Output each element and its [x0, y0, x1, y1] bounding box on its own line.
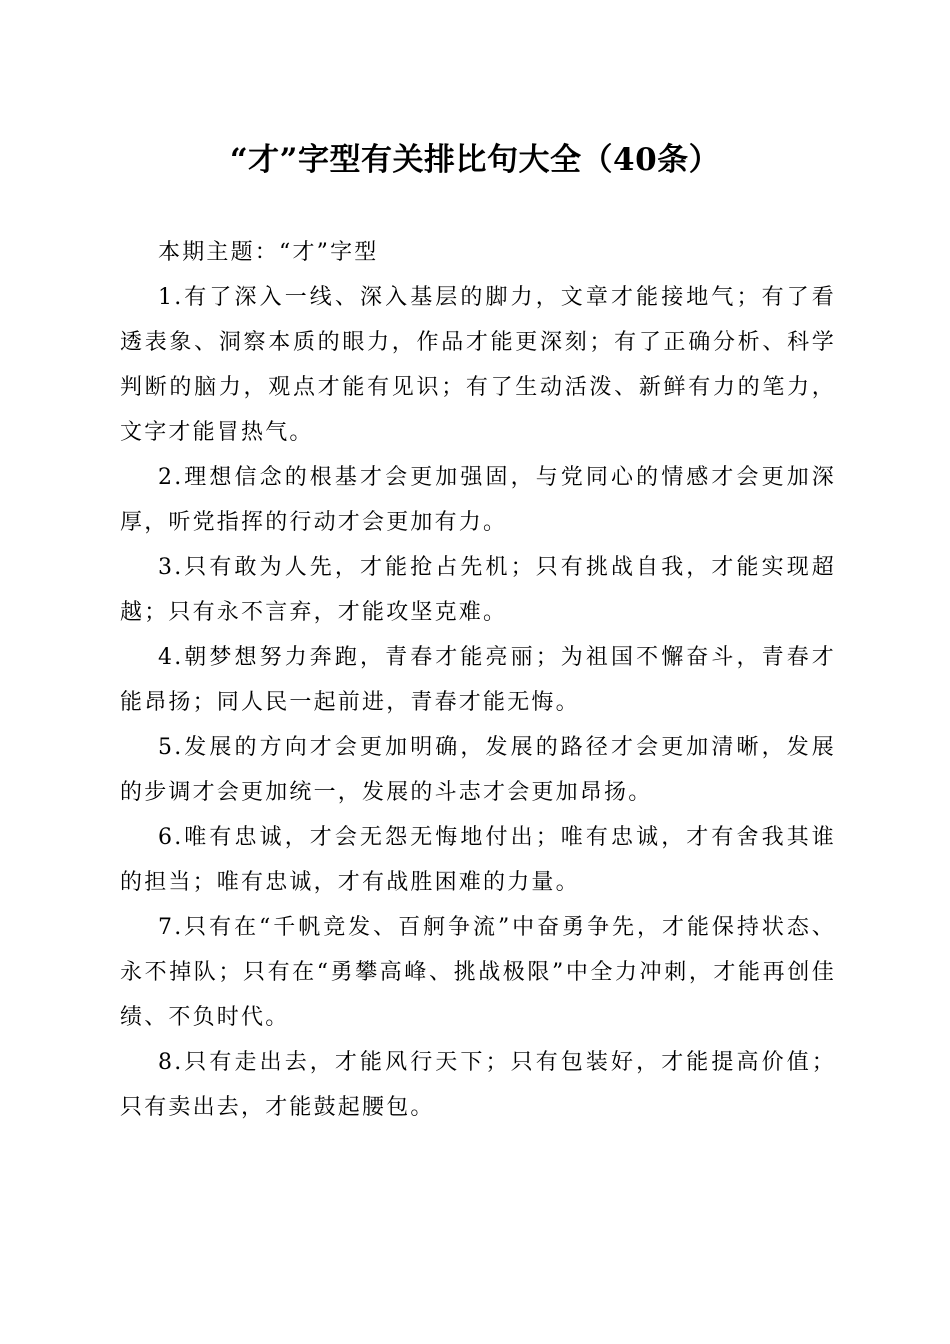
theme-line: 本期主题：“才”字型 [158, 240, 379, 265]
list-item-7: 7.只有在“千帆竞发、百舸争流”中奋勇争先，才能保持状态、永不掉队；只有在“勇攀高峰、挑战极限”中全力冲刺，才能再创佳绩、不负时代。 [120, 915, 836, 1030]
document-title: “才”字型有关排比句大全（40条） [229, 142, 721, 178]
list-item-3: 3.只有敢为人先，才能抢占先机；只有挑战自我，才能实现超越；只有永不言弃，才能攻坚克难。 [120, 555, 836, 625]
document-body [120, 230, 836, 1130]
list-item-5: 5.发展的方向才会更加明确，发展的路径才会更加清晰，发展的步调才会更加统一，发展的斗志才会更加昂扬。 [120, 735, 836, 805]
list-item-8: 8.只有走出去，才能风行天下；只有包装好，才能提高价值；只有卖出去，才能鼓起腰包。 [120, 1050, 836, 1120]
list-item-2: 2.理想信念的根基才会更加强固，与党同心的情感才会更加深厚，听党指挥的行动才会更加有力。 [120, 465, 836, 535]
list-item-1: 1.有了深入一线、深入基层的脚力，文章才能接地气；有了看透表象、洞察本质的眼力，作品才能更深刻；有了正确分析、科学判断的脑力，观点才能有见识；有了生动活泼、新鲜有力的笔力，文字才能冒热气。 [120, 285, 836, 445]
list-item-4: 4.朝梦想努力奔跑，青春才能亮丽；为祖国不懈奋斗，青春才能昂扬；同人民一起前进，青春才能无悔。 [120, 645, 836, 715]
list-item-6: 6.唯有忠诚，才会无怨无悔地付出；唯有忠诚，才有舍我其谁的担当；唯有忠诚，才有战胜困难的力量。 [120, 825, 836, 895]
